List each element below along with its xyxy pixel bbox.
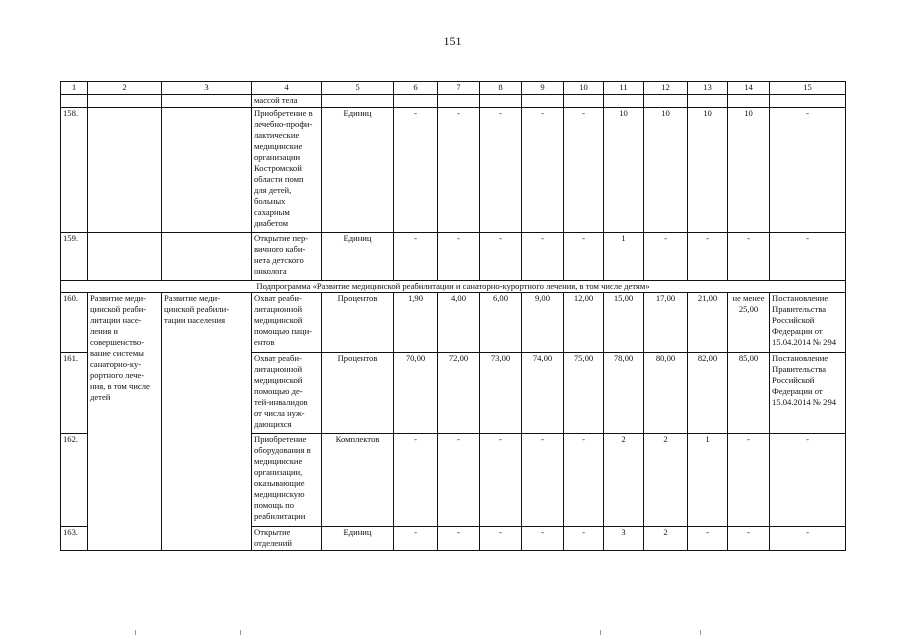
value-cell: - [688, 233, 728, 281]
col-number: 7 [438, 82, 480, 95]
value-cell: 4,00 [438, 293, 480, 353]
value-cell: - [564, 108, 604, 233]
value-cell: 17,00 [644, 293, 688, 353]
value-cell: 80,00 [644, 353, 688, 434]
table-row [61, 233, 846, 281]
value-cell: - [522, 527, 564, 551]
subprogram-title: Подпрограмма «Развитие медицинской реабилитации и санаторно-курортного лечения, в том числе детям» [61, 281, 846, 293]
value-cell: 10 [728, 108, 770, 233]
indicator-cell: Приобретение в лечебно-профи- лактические медицинские организации Костромской области помп для детей, больных сахарным диабетом [252, 108, 322, 233]
value-cell: 1,90 [394, 293, 438, 353]
value-cell: 82,00 [688, 353, 728, 434]
value-cell: - [480, 434, 522, 527]
value-cell: 1 [688, 434, 728, 527]
col-number: 5 [322, 82, 394, 95]
value-cell: 85,00 [728, 353, 770, 434]
basis-cell: - [770, 527, 846, 551]
value-cell: не менее 25,00 [728, 293, 770, 353]
indicator-cell: Приобретение оборудования в медицинские организации, оказывающие медицинскую помощь по реабилитации [252, 434, 322, 527]
value-cell: 73,00 [480, 353, 522, 434]
col-number: 15 [770, 82, 846, 95]
value-cell: - [480, 527, 522, 551]
value-cell: 2 [604, 434, 644, 527]
column-number-row [61, 82, 846, 95]
value-cell: 75,00 [564, 353, 604, 434]
value-cell: 10 [644, 108, 688, 233]
value-cell: 6,00 [480, 293, 522, 353]
value-cell: 1 [604, 233, 644, 281]
value-cell: 72,00 [438, 353, 480, 434]
row-number: 159. [61, 233, 88, 281]
scan-artifacts [0, 630, 905, 636]
col-number: 1 [61, 82, 88, 95]
col-number: 2 [88, 82, 162, 95]
unit-cell: Процентов [322, 293, 394, 353]
col-number: 8 [480, 82, 522, 95]
value-cell: - [480, 108, 522, 233]
value-cell: - [438, 434, 480, 527]
value-cell: - [438, 527, 480, 551]
value-cell: 2 [644, 527, 688, 551]
col-number: 3 [162, 82, 252, 95]
unit-cell: Комплектов [322, 434, 394, 527]
page-number: 151 [443, 34, 462, 48]
row-number: 161. [61, 353, 88, 434]
table-row [61, 95, 846, 108]
value-cell: - [644, 233, 688, 281]
indicator-cell: массой тела [252, 95, 322, 108]
col-number: 11 [604, 82, 644, 95]
value-cell: 9,00 [522, 293, 564, 353]
value-cell: 2 [644, 434, 688, 527]
value-cell: - [522, 233, 564, 281]
col-number: 10 [564, 82, 604, 95]
value-cell: - [438, 108, 480, 233]
value-cell: 3 [604, 527, 644, 551]
indicator-cell: Открытие пер- вичного каби- нета детского онколога [252, 233, 322, 281]
indicator-cell: Охват реаби- литационной медицинской помощью паци- ентов [252, 293, 322, 353]
indicators-table [60, 81, 846, 551]
value-cell: 74,00 [522, 353, 564, 434]
basis-cell: Постановление Правительства Российской Федерации от 15.04.2014 № 294 [770, 353, 846, 434]
indicator-cell: Открытие отделений [252, 527, 322, 551]
value-cell: 78,00 [604, 353, 644, 434]
value-cell: 10 [604, 108, 644, 233]
basis-cell: - [770, 434, 846, 527]
unit-cell: Единиц [322, 108, 394, 233]
value-cell: 10 [688, 108, 728, 233]
value-cell: - [394, 108, 438, 233]
value-cell: - [688, 527, 728, 551]
col-number: 6 [394, 82, 438, 95]
basis-cell: - [770, 233, 846, 281]
basis-cell: Постановление Правительства Российской Федерации от 15.04.2014 № 294 [770, 293, 846, 353]
unit-cell: Процентов [322, 353, 394, 434]
col-number: 13 [688, 82, 728, 95]
col-number: 4 [252, 82, 322, 95]
value-cell: - [728, 233, 770, 281]
row-number: 163. [61, 527, 88, 551]
value-cell: 15,00 [604, 293, 644, 353]
row-number: 160. [61, 293, 88, 353]
value-cell: - [728, 434, 770, 527]
row-number: 162. [61, 434, 88, 527]
indicator-cell: Охват реаби- литационной медицинской помощью де- тей-инвалидов от числа нуж- дающихся [252, 353, 322, 434]
subprogram-row [61, 281, 846, 293]
value-cell: - [522, 108, 564, 233]
value-cell: - [564, 233, 604, 281]
value-cell: 12,00 [564, 293, 604, 353]
unit-cell: Единиц [322, 233, 394, 281]
value-cell: - [728, 527, 770, 551]
col-number: 12 [644, 82, 688, 95]
basis-cell: - [770, 108, 846, 233]
row-number: 158. [61, 108, 88, 233]
col-number: 9 [522, 82, 564, 95]
value-cell: - [564, 527, 604, 551]
col-number: 14 [728, 82, 770, 95]
table-row [61, 293, 846, 353]
goal-cell: Развитие меди- цинской реаби- литации насе- ления и совершенство- вание системы санаторно-ку- рортного лече- ния, в том числе детей [88, 293, 162, 551]
value-cell: 70,00 [394, 353, 438, 434]
value-cell: - [438, 233, 480, 281]
value-cell: - [394, 527, 438, 551]
value-cell: - [564, 434, 604, 527]
task-cell: Развитие меди- цинской реабили- тации населения [162, 293, 252, 551]
table-row [61, 108, 846, 233]
value-cell: 21,00 [688, 293, 728, 353]
value-cell: - [522, 434, 564, 527]
value-cell: - [480, 233, 522, 281]
unit-cell: Единиц [322, 527, 394, 551]
value-cell: - [394, 233, 438, 281]
value-cell: - [394, 434, 438, 527]
